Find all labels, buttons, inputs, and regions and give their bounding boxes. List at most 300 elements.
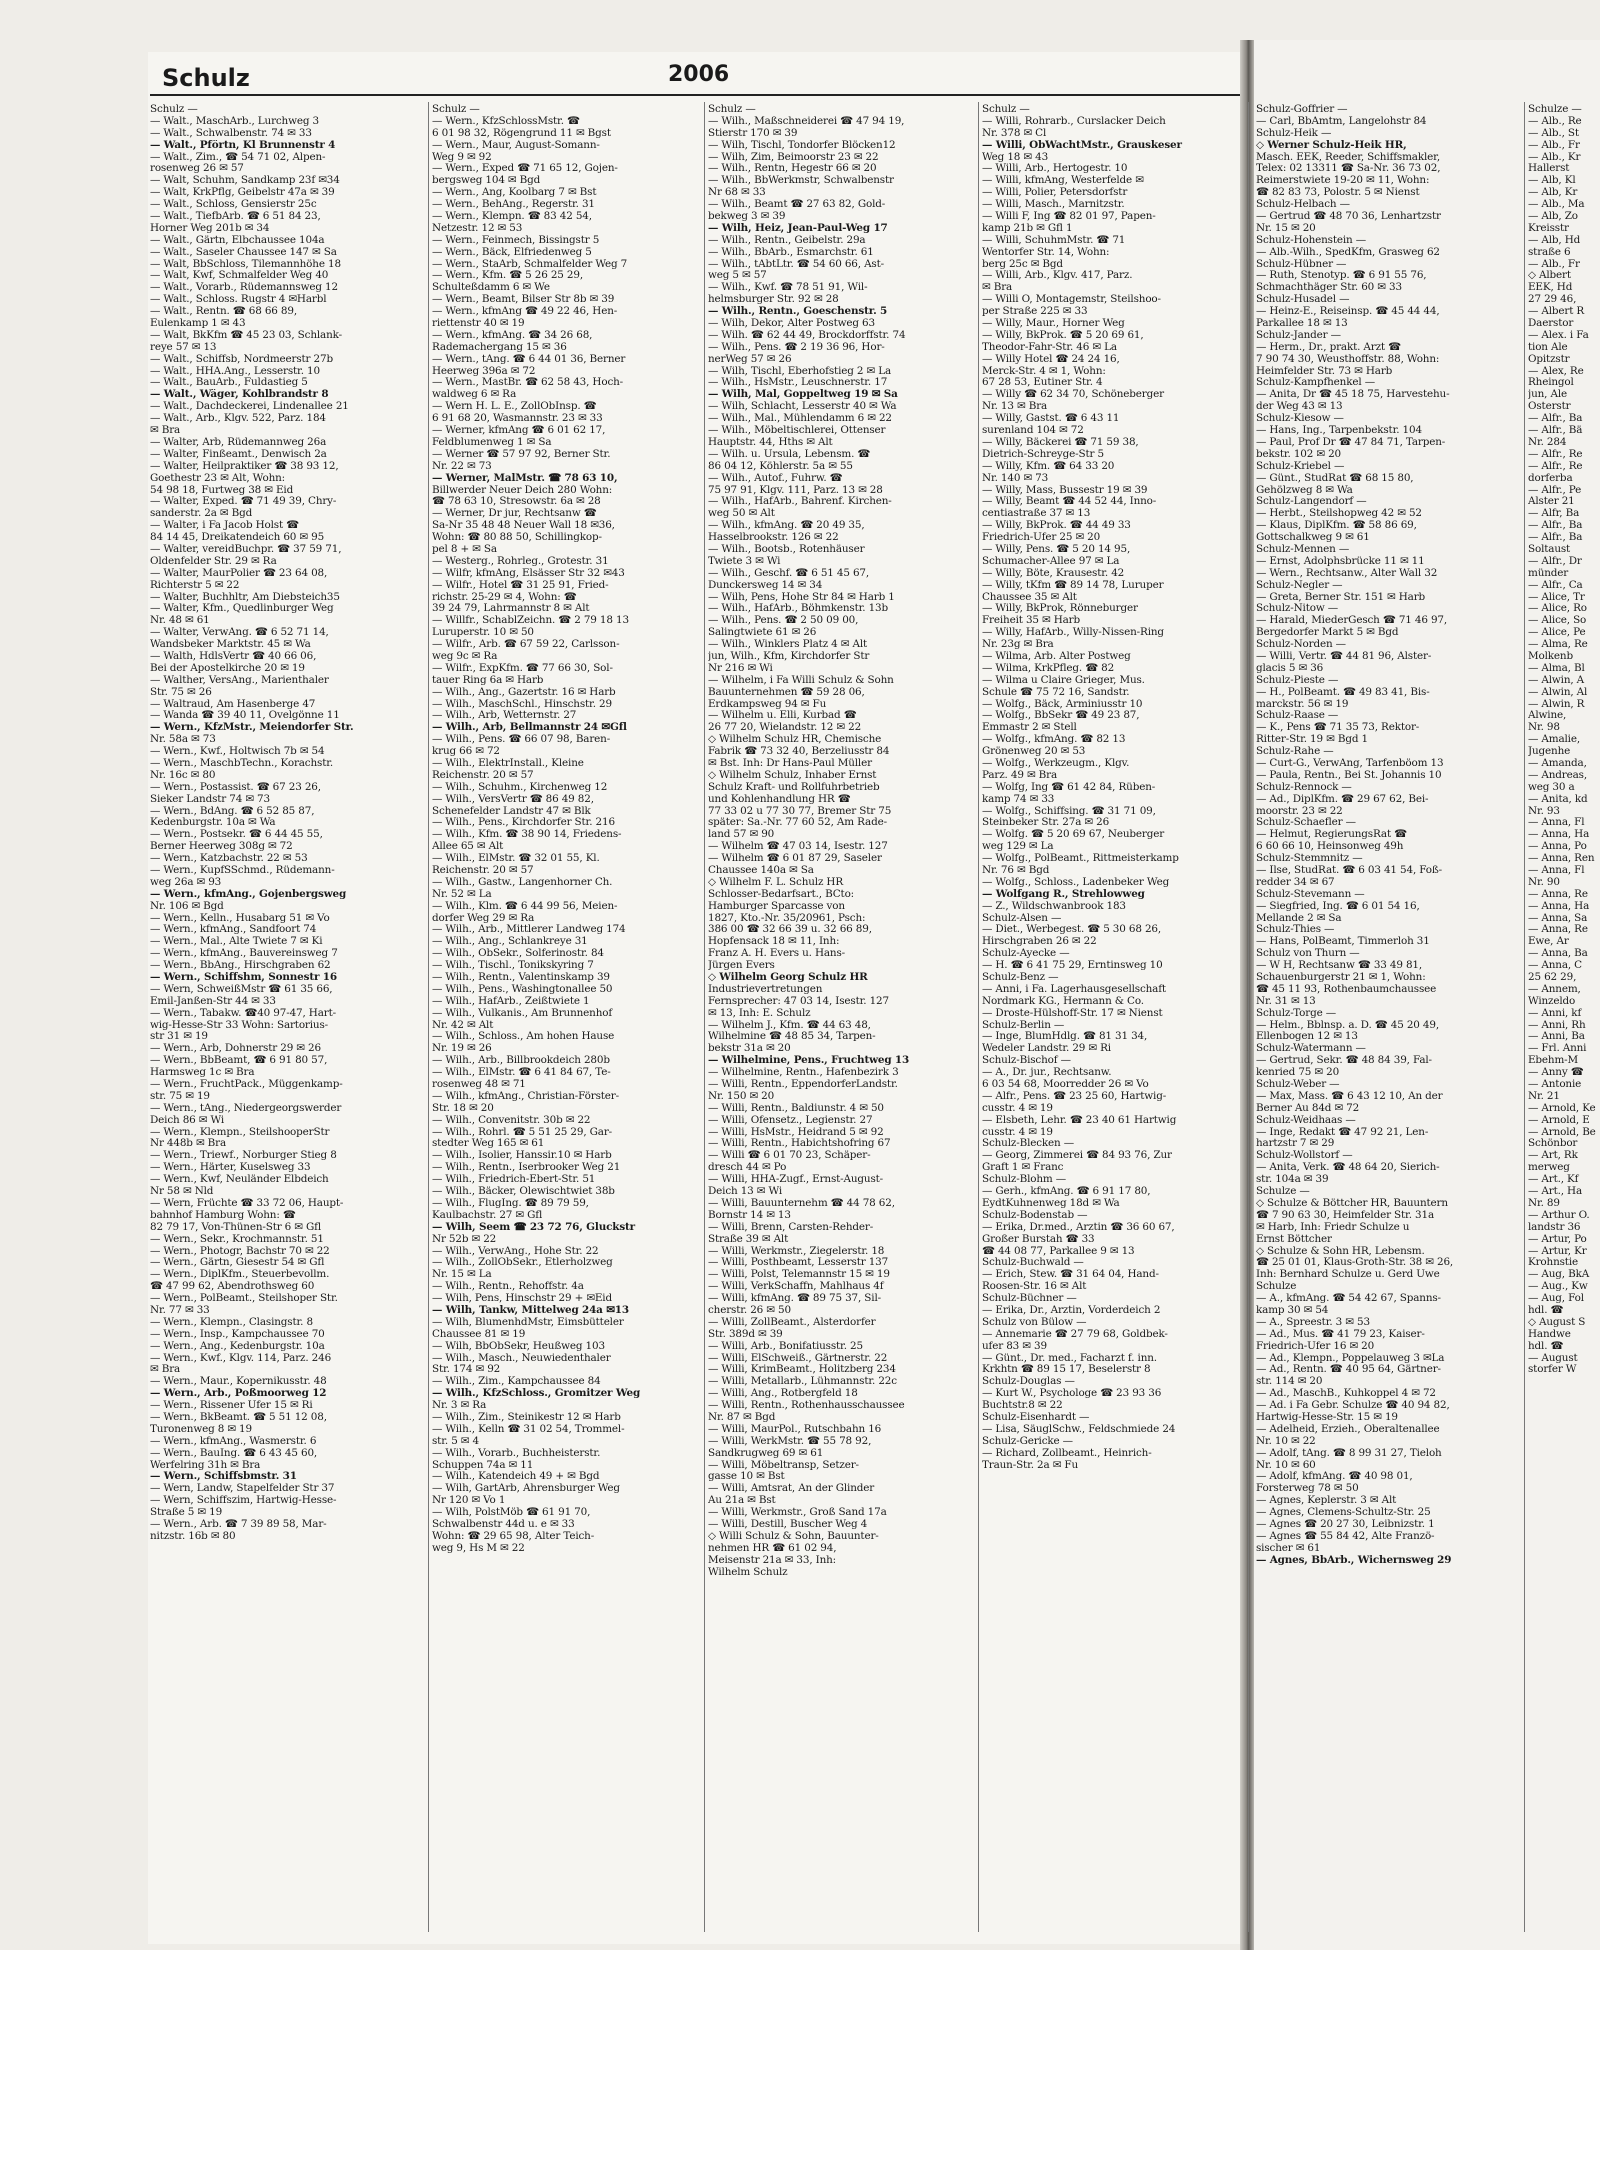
- directory-entry-line: — Alb, Hd: [1528, 234, 1581, 246]
- directory-entry-line: — Wolfgang R., Strehlowweg: [982, 888, 1145, 900]
- directory-entry-line: — Arnold, Ke: [1528, 1102, 1596, 1114]
- directory-entry-line: — Wilh, BlumenhdMstr, Eimsbütteler: [432, 1316, 624, 1328]
- directory-entry-line: Wilhelmine ☎ 48 85 34, Tarpen-: [708, 1031, 876, 1043]
- directory-entry-line: Schenefelder Landstr 47 ✉ Blk: [432, 805, 591, 817]
- directory-entry-line: nehmen HR ☎ 61 02 94,: [708, 1542, 837, 1554]
- directory-entry-line: — Richard, Zollbeamt., Heinrich-: [982, 1447, 1152, 1459]
- directory-entry-line: Schulz-Stevemann —: [1256, 888, 1365, 900]
- directory-entry-line: — Wilh., Pens. ☎ 2 19 36 96, Hor-: [708, 341, 885, 353]
- directory-entry-line: — Willy, Maur., Horner Weg: [982, 318, 1125, 330]
- directory-entry-line: Schulz-Büchner —: [982, 1293, 1077, 1305]
- directory-entry-line: — Willi, Ang., Rotbergfeld 18: [708, 1388, 858, 1400]
- directory-entry-line: — Willy, Kfm. ☎ 64 33 20: [982, 460, 1115, 472]
- directory-entry-line: Schumacher-Allee 97 ✉ La: [982, 555, 1120, 567]
- directory-entry-line: — Helm., Bblnsp. a. D. ☎ 45 20 49,: [1256, 1019, 1439, 1031]
- column-divider: [428, 102, 429, 1932]
- directory-entry-line: — Wern., tAng., Niedergeorgswerder: [150, 1102, 342, 1114]
- directory-entry-line: — H., PolBeamt. ☎ 49 83 41, Bis-: [1256, 686, 1430, 698]
- column-divider: [1248, 102, 1249, 1932]
- directory-entry-line: Bei der Apostelkirche 20 ✉ 19: [150, 662, 305, 674]
- directory-entry-line: — Paul, Prof Dr ☎ 47 84 71, Tarpen-: [1256, 436, 1446, 448]
- directory-entry-line: weg 9, Hs M ✉ 22: [432, 1542, 525, 1554]
- directory-entry-line: Rheingol: [1528, 377, 1574, 389]
- directory-entry-line: cherstr. 26 ✉ 50: [708, 1304, 791, 1316]
- directory-entry-line: — H. ☎ 6 41 75 29, Erntinsweg 10: [982, 960, 1163, 972]
- directory-entry-line: — Wilh., KfzSchloss., Gromitzer Weg: [432, 1388, 641, 1400]
- directory-entry-line: 39 24 79, Lahrmannstr 8 ✉ Alt: [432, 603, 590, 615]
- directory-entry-line: Meisenstr 21a ✉ 33, Inh:: [708, 1554, 837, 1566]
- directory-entry-line: — Walt., Gärtn, Elbchaussee 104a: [150, 234, 325, 246]
- directory-entry-line: — Günt., Dr. med., Facharzt f. inn.: [982, 1352, 1157, 1364]
- directory-entry-line: Schulz-Raase —: [1256, 710, 1339, 722]
- directory-entry-line: — Walt., Pförtn, Kl Brunnenstr 4: [150, 139, 336, 151]
- directory-entry-line: Schulz-Stemmnitz —: [1256, 853, 1363, 865]
- directory-entry-line: — Wilh., Kelln ☎ 31 02 54, Trommel-: [432, 1423, 625, 1435]
- directory-entry-line: — Willi F, Ing ☎ 82 01 97, Papen-: [982, 211, 1156, 223]
- directory-entry-line: — Willy, BkProk, Rönneburger: [982, 603, 1138, 615]
- directory-entry-line: — Albert R: [1528, 306, 1585, 318]
- directory-entry-line: — Alfr., Pe: [1528, 484, 1582, 496]
- directory-entry-line: Salingtwiete 61 ✉ 26: [708, 627, 817, 639]
- directory-entry-line: Ebehm-M: [1528, 1055, 1579, 1067]
- directory-entry-line: — Herm., Dr., prakt. Arzt ☎: [1256, 341, 1401, 353]
- directory-column-1: [150, 104, 426, 1934]
- directory-entry-line: waldweg 6 ✉ Ra: [432, 389, 517, 401]
- directory-entry-line: — Walter, Arb, Rüdemannweg 26a: [150, 436, 327, 448]
- directory-entry-line: — Walt, Kwf, Schmalfelder Weg 40: [150, 270, 329, 282]
- directory-entry-line: Schulz-Berlin —: [982, 1019, 1065, 1031]
- directory-entry-line: Bauunternehmen ☎ 59 28 06,: [708, 686, 865, 698]
- directory-entry-line: — Wilh., ZollObSekr., Etlerholzweg: [432, 1257, 613, 1269]
- directory-entry-line: Schulz-Negler —: [1256, 579, 1343, 591]
- directory-entry-line: — Wern., Beamt, Bilser Str 8b ✉ 39: [432, 294, 615, 306]
- directory-entry-line: Schulz —: [708, 104, 756, 115]
- directory-entry-line: Mellande 2 ✉ Sa: [1256, 912, 1342, 924]
- directory-entry-line: — Wilh., Zim., Kampchaussee 84: [432, 1376, 601, 1388]
- directory-entry-line: — Wern., Postassist. ☎ 67 23 26,: [150, 781, 321, 793]
- directory-entry-line: — Wilh., Winklers Platz 4 ✉ Alt: [708, 639, 868, 651]
- directory-entry-line: gasse 10 ✉ Bst: [708, 1471, 785, 1483]
- directory-entry-line: 6 60 66 10, Heinsonweg 49h: [1256, 841, 1404, 853]
- directory-entry-line: Schulz-Kampfhenkel —: [1256, 377, 1375, 389]
- directory-entry-line: — Wilh., Rentn., Iserbrooker Weg 21: [432, 1162, 621, 1174]
- directory-entry-line: — Westerg., Rohrleg., Grotestr. 31: [432, 555, 609, 567]
- directory-entry-line: Hartwig-Hesse-Str. 15 ✉ 19: [1256, 1411, 1398, 1423]
- directory-entry-line: — Willi, Möbeltransp, Setzer-: [708, 1459, 859, 1471]
- directory-entry-line: — Wern., StaArb, Schmalfelder Weg 7: [432, 258, 628, 270]
- directory-entry-line: — Willy, Bäckerei ☎ 71 59 38,: [982, 436, 1139, 448]
- directory-entry-line: — Willy, Mass, Bussestr 19 ✉ 39: [982, 484, 1148, 496]
- directory-entry-line: — Wilh., Rentn, Hegestr 66 ✉ 20: [708, 163, 877, 175]
- directory-entry-line: — Diet., Werbegest. ☎ 5 30 68 26,: [982, 924, 1162, 936]
- directory-entry-line: — Artur, Kr: [1528, 1245, 1587, 1257]
- directory-entry-line: bekstr 31a ✉ 20: [708, 1043, 791, 1055]
- directory-entry-line: Schmachthäger Str. 60 ✉ 33: [1256, 282, 1402, 294]
- directory-entry-line: ☎ 47 99 62, Abendrothsweg 60: [150, 1281, 315, 1293]
- directory-entry-line: — Wern., Mal., Alte Twiete 7 ✉ Ki: [150, 936, 323, 948]
- directory-entry-line: Schule ☎ 75 72 16, Sandstr.: [982, 686, 1130, 698]
- directory-entry-line: Str. 174 ✉ 92: [432, 1364, 501, 1376]
- directory-entry-line: — Wilh., Vulkanis., Am Brunnenhof: [432, 1007, 613, 1019]
- directory-entry-line: — Wern., Ang., Kedenburgstr. 10a: [150, 1340, 325, 1352]
- directory-entry-line: Wandsbeker Marktstr. 45 ✉ Wa: [150, 639, 311, 651]
- directory-entry-line: Franz A. H. Evers u. Hans-: [708, 948, 846, 960]
- directory-entry-line: Chaussee 140a ✉ Sa: [708, 865, 814, 876]
- directory-entry-line: — Max, Mass. ☎ 6 43 12 10, An der: [1256, 1090, 1443, 1102]
- directory-entry-line: Molkenb: [1528, 650, 1573, 662]
- directory-entry-line: Nr. 106 ✉ Bgd: [150, 900, 224, 912]
- directory-entry-line: — Willi, VerkSchaffn, Mahlhaus 4f: [708, 1281, 884, 1293]
- directory-entry-line: Wilhelm Schulz: [708, 1566, 788, 1578]
- directory-entry-line: Nr. 22 ✉ 73: [432, 460, 492, 472]
- directory-entry-line: — Walth, HdlsVertr ☎ 40 66 06,: [150, 650, 317, 662]
- directory-entry-line: Nr. 42 ✉ Alt: [432, 1019, 494, 1031]
- directory-entry-line: — Anita, kd: [1528, 793, 1588, 805]
- directory-entry-line: — Wolfg., kfmAng. ☎ 82 13: [982, 734, 1126, 746]
- directory-entry-line: — Inge, BlumHdlg. ☎ 81 31 34,: [982, 1031, 1148, 1043]
- directory-entry-line: — Wilh., ElektrInstall., Kleine: [432, 757, 584, 769]
- directory-entry-line: — Wilh., Pens. ☎ 66 07 98, Baren-: [432, 734, 611, 746]
- directory-entry-line: Krohnstie: [1528, 1257, 1578, 1269]
- directory-entry-line: Straße 39 ✉ Alt: [708, 1233, 789, 1245]
- directory-entry-line: — Willi, MaurPol., Rutschbahn 16: [708, 1423, 882, 1435]
- directory-entry-line: — Wern., Kwf, Neuländer Elbdeich: [150, 1174, 329, 1186]
- directory-entry-line: — Wilh., Geschf. ☎ 6 51 45 67,: [708, 567, 870, 579]
- column-divider: [704, 102, 705, 1932]
- running-head: Schulz: [162, 64, 250, 92]
- directory-entry-line: — Wilh., HsMstr., Leuschnerstr. 17: [708, 377, 888, 389]
- directory-entry-line: — Wern., Kelln., Husabarg 51 ✉ Vo: [150, 912, 330, 924]
- directory-entry-line: — Willi, Brenn, Carsten-Rehder-: [708, 1221, 874, 1233]
- directory-entry-line: — Willi, kfmAng, Westerfelde ✉: [982, 175, 1144, 187]
- directory-entry-line: — Wilfr, kfmAng, Elsässer Str 32 ✉43: [432, 567, 625, 579]
- directory-entry-line: — Willi, Rohrarb., Curslacker Deich: [982, 115, 1166, 127]
- directory-entry-line: — Wilh., VerwAng., Hohe Str. 22: [432, 1245, 599, 1257]
- directory-entry-line: Nr. 90: [1528, 876, 1560, 888]
- directory-entry-line: — Z., Wildschwanbrook 183: [982, 900, 1126, 912]
- directory-entry-line: 82 79 17, Von-Thünen-Str 6 ✉ Gfl: [150, 1221, 322, 1233]
- directory-entry-line: — Alb.-Wilh., SpedKfm, Grasweg 62: [1256, 246, 1440, 258]
- directory-entry-line: — Wilma u Claire Grieger, Mus.: [982, 674, 1145, 686]
- directory-entry-line: kamp 30 ✉ 54: [1256, 1304, 1329, 1316]
- directory-entry-line: Masch. EEK, Reeder, Schiffsmakler,: [1256, 151, 1440, 163]
- directory-entry-line: — Wern., Kfm. ☎ 5 26 25 29,: [432, 270, 583, 282]
- directory-entry-line: und Kohlenhandlung HR ☎: [708, 793, 851, 805]
- directory-entry-line: — Wern., Katzbachstr. 22 ✉ 53: [150, 853, 308, 865]
- directory-entry-line: — Wilh., HafArb., Böhmkenstr. 13b: [708, 603, 889, 615]
- directory-entry-line: Luruperstr. 10 ✉ 50: [432, 627, 534, 639]
- directory-entry-line: centiastraße 37 ✉ 13: [982, 508, 1091, 520]
- directory-entry-line: bergsweg 104 ✉ Bgd: [432, 175, 541, 187]
- directory-entry-line: 6 91 68 20, Wasmannstr. 23 ✉ 33: [432, 413, 603, 425]
- directory-entry-line: — Wern., Feinmech, Bissingstr 5: [432, 234, 600, 246]
- directory-entry-line: — Alwin, Al: [1528, 686, 1588, 698]
- directory-entry-line: — Hans, Ing., Tarpenbekstr. 104: [1256, 425, 1422, 437]
- directory-entry-line: 386 00 ☎ 32 66 39 u. 32 66 89,: [708, 924, 872, 936]
- directory-entry-line: — Wilh., Ang., Gazertstr. 16 ✉ Harb: [432, 686, 616, 698]
- directory-entry-line: ◇ Albert: [1528, 270, 1571, 282]
- directory-entry-line: — Georg, Zimmerei ☎ 84 93 76, Zur: [982, 1150, 1172, 1162]
- directory-entry-line: — Harald, MiederGesch ☎ 71 46 97,: [1256, 615, 1448, 627]
- directory-entry-line: Berner Au 84d ✉ 72: [1256, 1102, 1360, 1114]
- directory-entry-line: — Wern., KfzSchlossMstr. ☎: [432, 115, 580, 127]
- directory-entry-line: — Anita, Verk. ☎ 48 64 20, Sierich-: [1256, 1162, 1440, 1174]
- directory-entry-line: — Wilh., Arb, Wetternstr. 27: [432, 710, 577, 722]
- directory-entry-line: — Kurt W., Psychologe ☎ 23 93 36: [982, 1388, 1162, 1400]
- directory-entry-line: — Wilh., Möbeltischlerei, Ottenser: [708, 425, 886, 437]
- directory-entry-line: Daerstor: [1528, 318, 1574, 330]
- directory-entry-line: — Alfr., Re: [1528, 448, 1583, 460]
- directory-entry-line: — Willi, Metallarb., Lühmannstr. 22c: [708, 1376, 897, 1388]
- directory-entry-line: — Wilh, Dekor, Alter Postweg 63: [708, 318, 875, 330]
- page-number: 2006: [668, 62, 730, 87]
- directory-entry-line: — Werner, kfmAng ☎ 6 01 62 17,: [432, 425, 606, 437]
- directory-entry-line: Nr. 58a ✉ 73: [150, 734, 216, 746]
- directory-entry-line: Eulenkamp 1 ✉ 43: [150, 318, 246, 330]
- directory-entry-line: — Wilh., Tischl., Tonikskyring 7: [432, 960, 594, 972]
- directory-entry-line: — Gerh., kfmAng. ☎ 6 91 17 80,: [982, 1186, 1151, 1198]
- directory-entry-line: wig-Hesse-Str 33 Wohn: Sartorius-: [150, 1019, 329, 1031]
- directory-entry-line: — Helmut, RegierungsRat ☎: [1256, 829, 1407, 841]
- directory-entry-line: — Wern., kfmAng., Gojenbergsweg: [150, 888, 347, 900]
- directory-entry-line: Steinbeker Str. 27a ✉ 26: [982, 817, 1110, 829]
- directory-entry-line: Nordmark KG., Hermann & Co.: [982, 995, 1144, 1007]
- directory-entry-line: Twiete 3 ✉ Wi: [708, 555, 781, 567]
- directory-entry-line: sanderstr. 2a ✉ Bgd: [150, 508, 253, 520]
- directory-entry-line: — Willi O, Montagemstr, Steilshoo-: [982, 294, 1161, 306]
- directory-entry-line: — Siegfried, Ing. ☎ 6 01 54 16,: [1256, 900, 1420, 912]
- directory-entry-line: Dunckersweg 14 ✉ 34: [708, 579, 823, 591]
- directory-entry-line: — Wern., Maur., Kopernikusstr. 48: [150, 1376, 327, 1388]
- directory-entry-line: — Walter, Finßeamt., Denwisch 2a: [150, 448, 327, 460]
- directory-entry-line: Nr 216 ✉ Wi: [708, 662, 773, 674]
- directory-entry-line: — Wilh., Kwf. ☎ 78 51 91, Wil-: [708, 282, 868, 294]
- directory-entry-line: Schuppen 74a ✉ 11: [432, 1459, 534, 1471]
- directory-entry-line: — Wilh., HafArb., Bahrenf. Kirchen-: [708, 496, 892, 508]
- directory-entry-line: — Willi ☎ 6 01 70 23, Schäper-: [708, 1150, 871, 1162]
- directory-entry-line: Nr 68 ✉ 33: [708, 187, 766, 199]
- directory-entry-line: — Wilh., Rentn., Geibelstr. 29a: [708, 234, 866, 246]
- directory-entry-line: Freiheit 35 ✉ Harb: [982, 615, 1080, 627]
- directory-entry-line: — Agnes, Clemens-Schultz-Str. 25: [1256, 1507, 1431, 1519]
- directory-entry-line: — Wilh, Tankw, Mittelweg 24a ✉13: [432, 1304, 629, 1316]
- directory-entry-line: Harmsweg 1c ✉ Bra: [150, 1067, 255, 1079]
- directory-entry-line: Straße 5 ✉ 19: [150, 1507, 223, 1519]
- directory-entry-line: ✉ Bra: [150, 1364, 181, 1376]
- directory-entry-line: — Wern., Postsekr. ☎ 6 44 45 55,: [150, 829, 323, 841]
- directory-entry-line: Alster 21: [1528, 496, 1575, 508]
- directory-entry-line: — Wolfg. ☎ 5 20 69 67, Neuberger: [982, 829, 1165, 841]
- directory-entry-line: — Wilh., Vorarb., Buchheisterstr.: [432, 1447, 601, 1459]
- directory-entry-line: — Wilh., Pens. ☎ 2 50 09 00,: [708, 615, 859, 627]
- directory-entry-line: Turonenweg 8 ✉ 19: [150, 1423, 252, 1435]
- directory-entry-line: Schulz von Thurn —: [1256, 948, 1360, 960]
- directory-entry-line: — Wern, SchweißMstr ☎ 61 35 66,: [150, 983, 333, 995]
- directory-entry-line: — Alb, Zo: [1528, 211, 1578, 223]
- directory-entry-line: — Herbt., Steilshopweg 42 ✉ 52: [1256, 508, 1422, 520]
- directory-entry-line: Schulz-Weber —: [1256, 1079, 1340, 1091]
- directory-entry-line: — Günt., StudRat ☎ 68 15 80,: [1256, 472, 1414, 484]
- directory-entry-line: — Alex, Re: [1528, 365, 1584, 377]
- directory-entry-line: — Walter, i Fa Jacob Holst ☎: [150, 520, 299, 532]
- directory-entry-line: Reimerstwiete 19-20 ✉ 11, Wohn:: [1256, 175, 1430, 187]
- directory-entry-line: Berner Heerweg 308g ✉ 72: [150, 841, 293, 853]
- directory-entry-line: — Willy, Böte, Krausestr. 42: [982, 567, 1125, 579]
- directory-entry-line: Chaussee 81 ✉ 19: [432, 1328, 526, 1340]
- directory-entry-line: Schulz-Hübner —: [1256, 258, 1347, 270]
- directory-entry-line: — Amalie,: [1528, 734, 1580, 746]
- directory-entry-line: Gottschalkweg 9 ✉ 61: [1256, 532, 1370, 544]
- directory-entry-line: — Wilh., Arb., Mittlerer Landweg 174: [432, 924, 626, 936]
- directory-entry-line: — Wilh., Schloss., Am hohen Hause: [432, 1031, 615, 1043]
- directory-entry-line: — Willy, Beamt ☎ 44 52 44, Inno-: [982, 496, 1157, 508]
- directory-entry-line: Osterstr: [1528, 401, 1571, 413]
- directory-entry-line: jun, Ale: [1528, 389, 1567, 401]
- directory-entry-line: — Wern., Rechtsanw., Alter Wall 32: [1256, 567, 1438, 579]
- directory-entry-line: Schulz-Helbach —: [1256, 199, 1350, 211]
- directory-entry-line: — Wilh, Schlacht, Lesserstr 40 ✉ Wa: [708, 401, 897, 413]
- directory-entry-line: Graft 1 ✉ Franc: [982, 1162, 1064, 1174]
- directory-entry-line: redder 34 ✉ 67: [1256, 876, 1335, 888]
- directory-entry-line: Nr. 52 ✉ La: [432, 888, 492, 900]
- directory-entry-line: Winzeldo: [1528, 995, 1576, 1007]
- directory-entry-line: ◇ Wilhelm Schulz, Inhaber Ernst: [708, 769, 877, 781]
- directory-entry-line: — Wilh., Autof., Fuhrw. ☎: [708, 472, 843, 484]
- directory-entry-line: — Ad., DiplKfm. ☎ 29 67 62, Bei-: [1256, 793, 1429, 805]
- directory-entry-line: — Erich, Stew. ☎ 31 64 04, Hand-: [982, 1269, 1159, 1281]
- directory-entry-line: — Wilh., Gastw., Langenhorner Ch.: [432, 876, 613, 888]
- directory-entry-line: Telex: 02 13311 ☎ Sa-Nr. 36 73 02,: [1256, 163, 1441, 175]
- directory-entry-line: — Wern., BdAng. ☎ 6 52 85 87,: [150, 805, 315, 817]
- directory-entry-line: — Willy, Gastst. ☎ 6 43 11: [982, 413, 1120, 425]
- directory-entry-line: — Willi, Arb., Bonifatiusstr. 25: [708, 1340, 863, 1352]
- directory-entry-line: ◇ Wilhelm Schulz HR, Chemische: [708, 734, 882, 746]
- directory-entry-line: Schulz —: [982, 104, 1030, 115]
- directory-entry-line: — Anna, Ba: [1528, 948, 1588, 960]
- directory-entry-line: — Elsbeth, Lehr. ☎ 23 40 61 Hartwig: [982, 1114, 1177, 1126]
- directory-entry-line: — Wilh, Heiz, Jean-Paul-Weg 17: [708, 222, 888, 234]
- directory-entry-line: Wohn: ☎ 29 65 98, Alter Teich-: [432, 1530, 595, 1542]
- directory-entry-line: — Wilh, Pens, Hohe Str 84 ✉ Harb 1: [708, 591, 895, 603]
- directory-entry-line: — Alwin, A: [1528, 674, 1585, 686]
- directory-entry-line: tion Ale: [1528, 341, 1568, 353]
- facing-column-2: [1528, 104, 1600, 1934]
- directory-entry-line: ◇ Werner Schulz-Heik HR,: [1256, 139, 1407, 151]
- directory-entry-line: Schulze: [1256, 1281, 1297, 1293]
- directory-entry-line: — Wilh., Friedrich-Ebert-Str. 51: [432, 1174, 596, 1186]
- directory-entry-line: — Walt., Schloss, Gensierstr 25c: [150, 199, 317, 211]
- directory-entry-line: — Wolfg., Bäck, Arminiusstr 10: [982, 698, 1143, 710]
- directory-entry-line: 84 14 45, Dreikatendeich 60 ✉ 95: [150, 532, 325, 544]
- directory-entry-line: Oldenfelder Str. 29 ✉ Ra: [150, 555, 277, 567]
- directory-entry-line: ◇ Willi Schulz & Sohn, Bauunter-: [708, 1530, 879, 1542]
- directory-entry-line: — Willy, BkProk. ☎ 5 20 69 61,: [982, 329, 1144, 341]
- directory-entry-line: — Anni, Rh: [1528, 1019, 1586, 1031]
- directory-entry-line: berg 25c ✉ Bgd: [982, 258, 1063, 270]
- directory-entry-line: — Willy, BkProk. ☎ 44 49 33: [982, 520, 1131, 532]
- directory-entry-line: Chaussee 35 ✉ Alt: [982, 591, 1077, 603]
- directory-entry-line: Schulz-Weidhaas —: [1256, 1114, 1356, 1126]
- directory-entry-line: 67 28 53, Eutiner Str. 4: [982, 377, 1103, 389]
- directory-entry-line: Nr 448b ✉ Bra: [150, 1138, 227, 1150]
- directory-entry-line: münder: [1528, 567, 1569, 579]
- directory-column-4: [982, 104, 1238, 1934]
- directory-entry-line: — Wern., kfmAng., Sandfoort 74: [150, 924, 317, 936]
- directory-entry-line: — Alb., Ma: [1528, 199, 1585, 211]
- directory-entry-line: — Wilh., Convenitstr. 30b ✉ 22: [432, 1114, 591, 1126]
- directory-entry-line: Schulz-Kriebel —: [1256, 460, 1345, 472]
- directory-entry-line: Kreisstr: [1528, 222, 1569, 234]
- directory-entry-line: Nr. 140 ✉ 73: [982, 472, 1049, 484]
- directory-entry-line: — Anna, Ha: [1528, 900, 1590, 912]
- directory-entry-line: — Wern., Härter, Kuselsweg 33: [150, 1162, 311, 1174]
- directory-entry-line: — Willi, Masch., Marnitzstr.: [982, 199, 1125, 211]
- directory-entry-line: — Wern., MastBr. ☎ 62 58 43, Hoch-: [432, 377, 624, 389]
- directory-entry-line: — Wern., Rissener Ufer 15 ✉ Ri: [150, 1400, 313, 1412]
- directory-entry-line: — Wern., Gärtn, Giesestr 54 ✉ Gfl: [150, 1257, 325, 1269]
- directory-entry-line: ☎ 7 90 63 30, Heimfelder Str. 31a: [1256, 1209, 1435, 1221]
- directory-entry-line: — Willi, Arb., Hertogestr. 10: [982, 163, 1128, 175]
- directory-entry-line: Schulz Kraft- und Rollfuhrbetrieb: [708, 781, 880, 793]
- directory-entry-line: Netzestr. 12 ✉ 53: [432, 222, 523, 234]
- directory-entry-line: Str. 18 ✉ 20: [432, 1102, 494, 1114]
- directory-entry-line: — Wern., kfmAng., Wasmerstr. 6: [150, 1435, 317, 1447]
- directory-entry-line: Fernsprecher: 47 03 14, Isestr. 127: [708, 995, 889, 1007]
- directory-entry-line: — Wilh., Rentn., Valentinskamp 39: [432, 972, 610, 984]
- directory-entry-line: — A., kfmAng. ☎ 54 42 67, Spanns-: [1256, 1293, 1441, 1305]
- directory-entry-line: — Alb, Kr: [1528, 187, 1578, 199]
- directory-entry-line: — Ilse, StudRat. ☎ 6 03 41 54, Foß-: [1256, 865, 1443, 876]
- directory-entry-line: — Wern., Insp., Kampchaussee 70: [150, 1328, 325, 1340]
- directory-entry-line: — Waltraud, Am Hasenberge 47: [150, 698, 316, 710]
- directory-entry-line: — Wilh, Tischl, Eberhofstieg 2 ✉ La: [708, 365, 892, 377]
- directory-entry-line: Schulz-Langendorf —: [1256, 496, 1367, 508]
- directory-entry-line: — Walt., MaschArb., Lurchweg 3: [150, 115, 319, 127]
- directory-entry-line: Ellenbogen 12 ✉ 13: [1256, 1031, 1358, 1043]
- directory-entry-line: — Wilh., VersVertr ☎ 86 49 82,: [432, 793, 594, 805]
- directory-entry-line: ufer 83 ✉ 39: [982, 1340, 1047, 1352]
- directory-entry-line: Schulz-Pieste —: [1256, 674, 1339, 686]
- directory-entry-line: — Wilh., ObSekr., Solferinostr. 84: [432, 948, 604, 960]
- directory-entry-line: Schulz-Husadel —: [1256, 294, 1350, 306]
- directory-entry-line: — Wilh., HafArb., Zeißtwiete 1: [432, 995, 590, 1007]
- directory-entry-line: — Alb., Fr: [1528, 139, 1580, 151]
- directory-entry-line: — Anna, C: [1528, 960, 1582, 972]
- directory-entry-line: — Willi, Rentn., Baldiunstr. 4 ✉ 50: [708, 1102, 884, 1114]
- directory-entry-line: ☎ 45 11 93, Rothenbaumchaussee: [1256, 983, 1437, 995]
- directory-entry-line: — Art., Ha: [1528, 1186, 1583, 1198]
- directory-entry-line: später: Sa.-Nr. 77 60 52, Am Rade-: [708, 817, 887, 829]
- directory-entry-line: EEK, Hd: [1528, 282, 1573, 294]
- directory-entry-line: — Arnold, Be: [1528, 1126, 1596, 1138]
- directory-entry-line: weg 26a ✉ 93: [150, 876, 222, 888]
- directory-entry-line: str. 75 ✉ 19: [150, 1090, 210, 1102]
- directory-entry-line: pel 8 + ✉ Sa: [432, 543, 497, 555]
- directory-entry-line: Nr. 16c ✉ 80: [150, 769, 216, 781]
- directory-entry-line: — Wilh., MaschSchl., Hinschstr. 29: [432, 698, 612, 710]
- directory-entry-line: Horner Weg 201b ✉ 34: [150, 222, 270, 234]
- directory-entry-line: Schulz-Blecken —: [982, 1138, 1074, 1150]
- directory-entry-line: — Erika, Dr.med., Ärztin ☎ 36 60 67,: [982, 1221, 1175, 1233]
- directory-entry-line: — Wilma, Arb. Alter Postweg: [982, 650, 1131, 662]
- directory-entry-line: — Wern., Exped ☎ 71 65 12, Gojen-: [432, 163, 618, 175]
- directory-entry-line: 86 04 12, Köhlerstr. 5a ✉ 55: [708, 460, 853, 472]
- directory-entry-line: Jürgen Evers: [708, 960, 775, 972]
- directory-entry-line: — Willy ☎ 62 34 70, Schöneberger: [982, 389, 1164, 401]
- directory-entry-line: Roosen-Str. 16 ✉ Alt: [982, 1281, 1087, 1293]
- directory-entry-line: Goethestr 23 ✉ Alt, Wohn:: [150, 472, 286, 484]
- directory-entry-line: kamp 21b ✉ Gfl 1: [982, 222, 1073, 234]
